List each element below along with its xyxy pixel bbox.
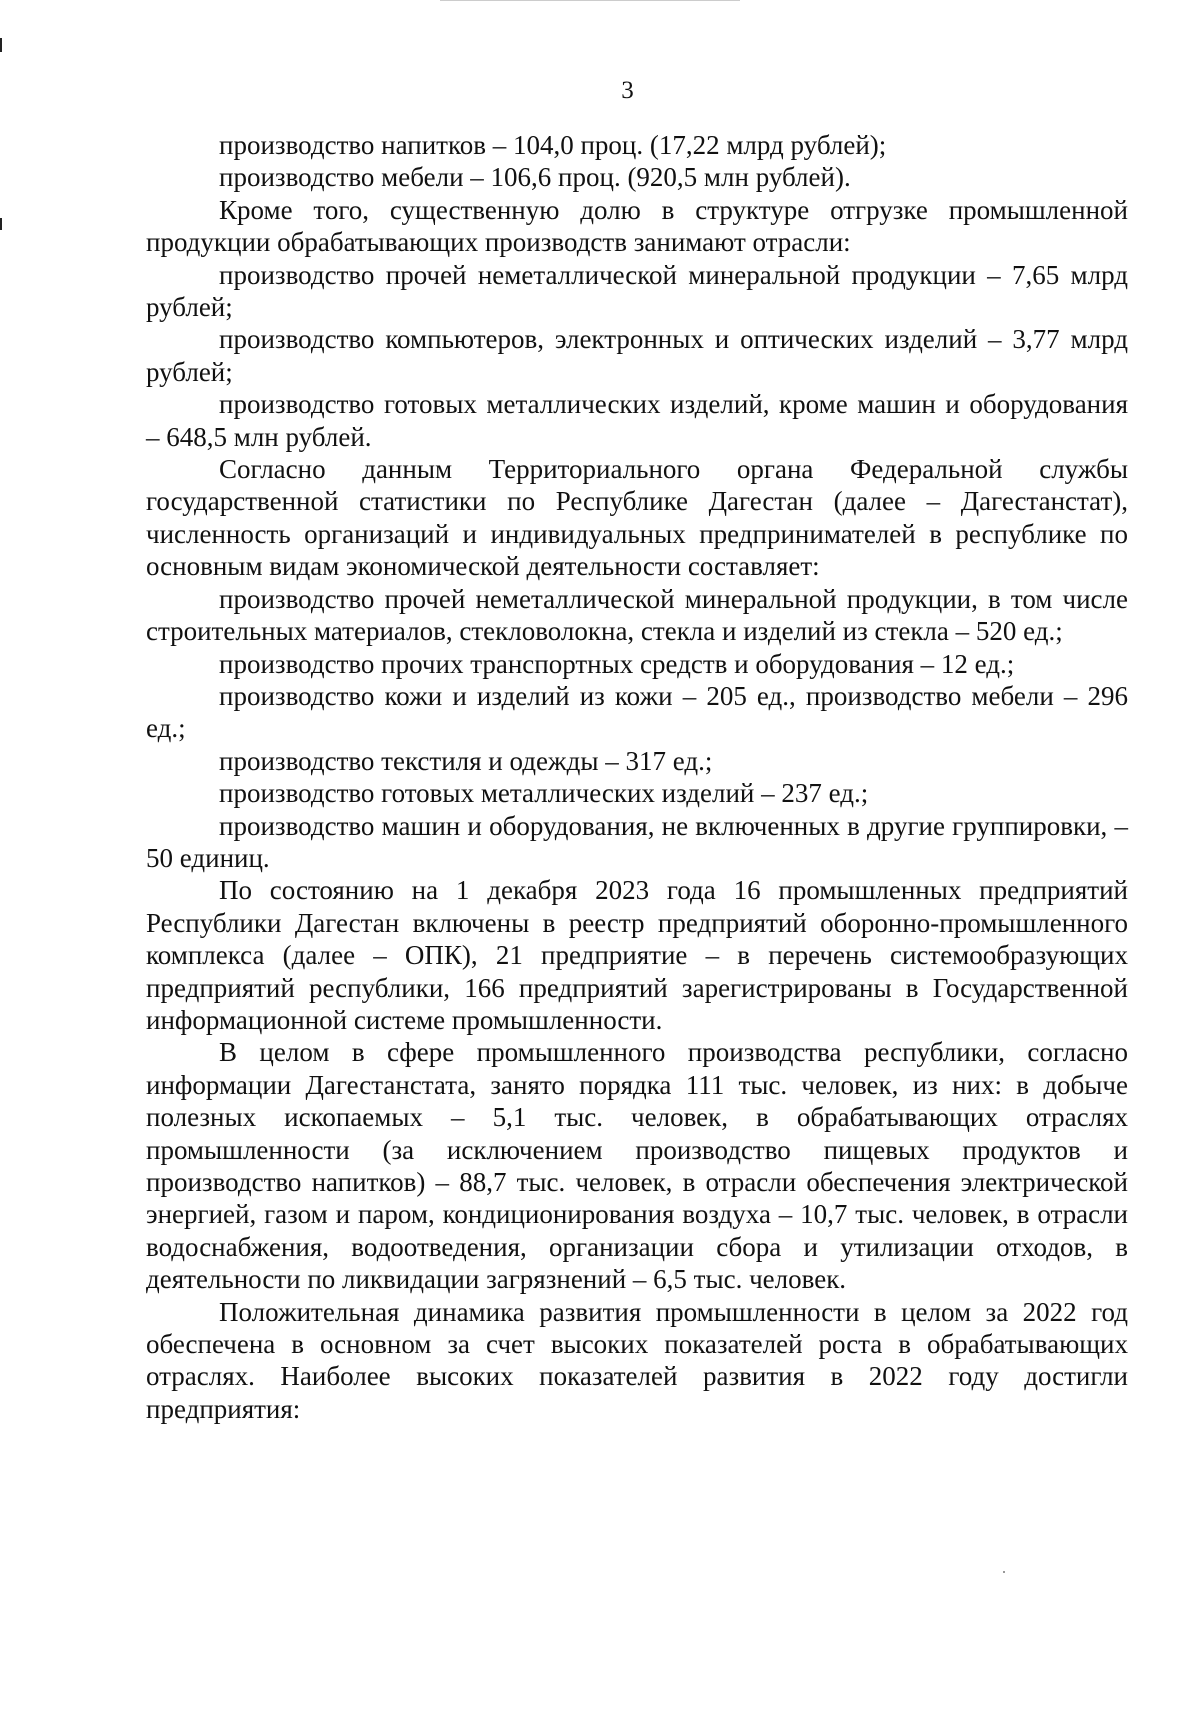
scan-top-mark (440, 0, 740, 1)
paragraph: производство прочей неметаллической минеральной продукции, в том числе строительных материалов, стекловолокна, стекла и изделий из стекла – 520 ед.; (146, 583, 1128, 647)
document-body (146, 129, 1128, 1425)
paragraph: Кроме того, существенную долю в структуре отгрузке промышленной продукции обрабатывающих производств занимают отрасли: (146, 194, 1128, 258)
paragraph: производство машин и оборудования, не включенных в другие группировки, – 50 единиц. (146, 810, 1128, 873)
paragraph: Согласно данным Территориального органа Федеральной службы государственной статистики по Республике Дагестан (далее – Дагестанстат), численность организаций и индивидуальных предпринимателей в республике по основным видам экономической деятельности составляет: (146, 454, 1128, 582)
page-number: 3 (621, 77, 634, 104)
paragraph: Положительная динамика развития промышленности в целом за 2022 год обеспечена в основном за счет высоких показателей роста в обрабатывающих отраслях. Наиболее высоких показателей развития в 2022 году достигли предприятия: (146, 1296, 1128, 1424)
scan-dot (1003, 1571, 1005, 1573)
paragraph: производство компьютеров, электронных и оптических изделий – 3,77 млрд рублей; (146, 324, 1128, 387)
paragraph: производство текстиля и одежды – 317 ед.; (219, 745, 713, 776)
scan-edge-mark (0, 38, 2, 52)
paragraph: производство готовых металлических изделий, кроме машин и оборудования – 648,5 млн рублей. (146, 389, 1128, 452)
paragraph: производство готовых металлических изделий – 237 ед.; (219, 778, 869, 809)
paragraph: производство напитков – 104,0 проц. (17,22 млрд рублей); (219, 130, 887, 160)
paragraph: В целом в сфере промышленного производства республики, согласно информации Дагестанстата, занято порядка 111 тыс. человек, из них: в добыче полезных ископаемых – 5,1 тыс. человек, в обрабатывающих отраслях промышленности (за исключением производство пищевых продуктов и производство напитков) – 88,7 тыс. человек, в отрасли обеспечения электрической энергией, газом и паром, кондиционирования воздуха – 10,7 тыс. человек, в отрасли водоснабжения, водоотведения, организации сбора и утилизации отходов, в деятельности по ликвидации загрязнений – 6,5 тыс. человек. (146, 1037, 1128, 1295)
paragraph: производство прочих транспортных средств и оборудования – 12 ед.; (219, 648, 1015, 679)
scan-edge-mark (0, 218, 2, 230)
paragraph: По состоянию на 1 декабря 2023 года 16 промышленных предприятий Республики Дагестан включены в реестр предприятий оборонно-промышленного комплекса (далее – ОПК), 21 предприятие – в перечень системообразующих предприятий республики, 166 предприятий зарегистрированы в Государственной информационной системе промышленности. (146, 875, 1128, 1035)
paragraph: производство мебели – 106,6 проц. (920,5 млн рублей). (219, 162, 851, 193)
paragraph: производство кожи и изделий из кожи – 205 ед., производство мебели – 296 ед.; (146, 680, 1128, 744)
paragraph: производство прочей неметаллической минеральной продукции – 7,65 млрд рублей; (146, 259, 1128, 323)
